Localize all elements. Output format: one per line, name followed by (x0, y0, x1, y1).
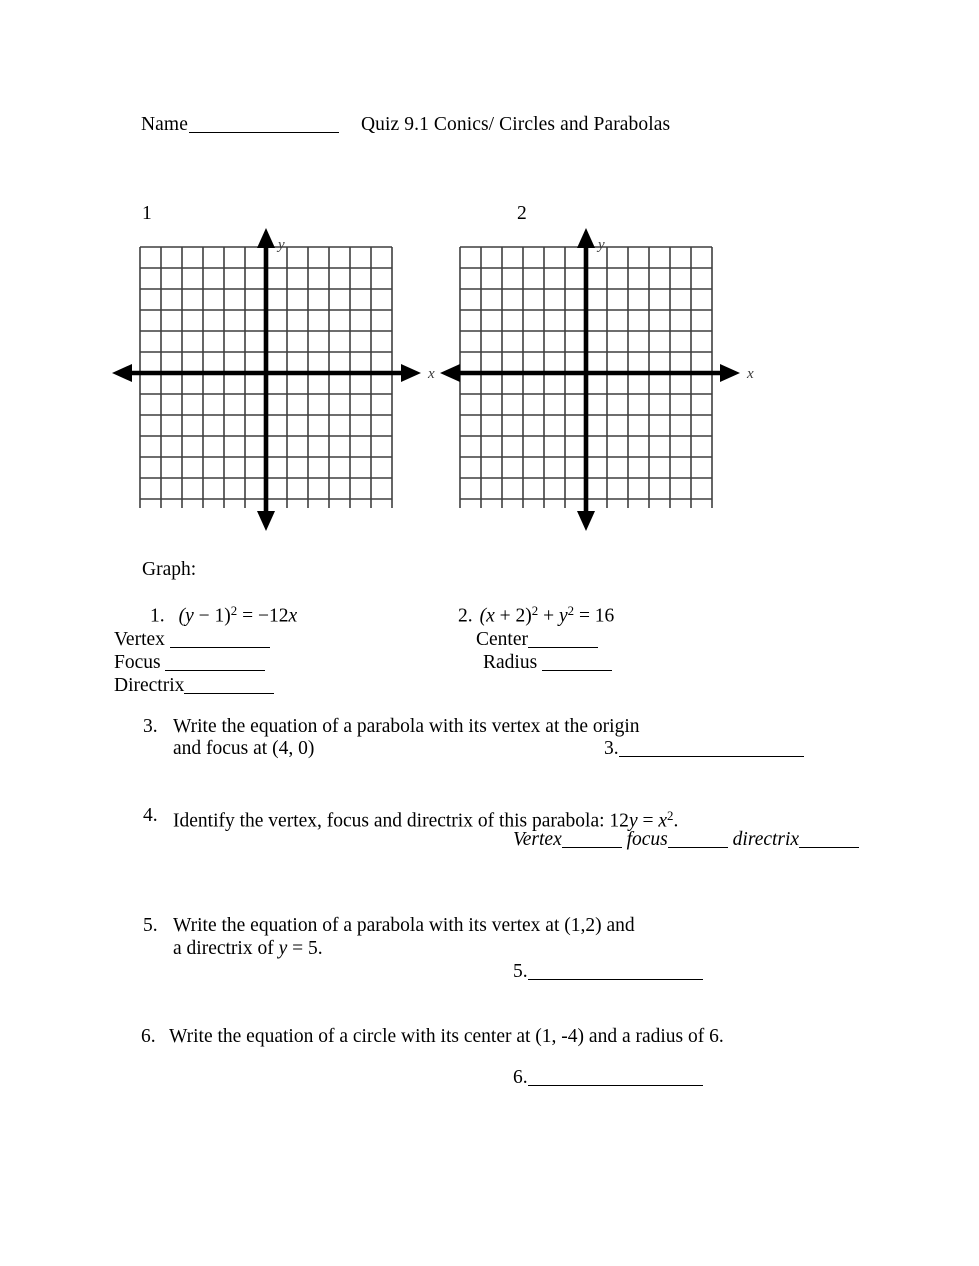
coordinate-grid-1 (108, 225, 448, 535)
problem-1-directrix-row (114, 676, 274, 696)
problem-2-center-label: Center (476, 629, 528, 650)
problem-4-exponent: 2 (667, 809, 674, 823)
problem-6-answer-number: 6. (513, 1067, 528, 1088)
y-axis-2 (577, 228, 595, 531)
problem-4-equals: = (637, 810, 659, 832)
graph-number-1: 1 (142, 203, 152, 224)
problem-3-line2: and focus at (4, 0) (173, 738, 315, 759)
problem-3-answer-number: 3. (604, 738, 619, 759)
problem-1-vertex-label: Vertex (114, 629, 165, 650)
quiz-title: Quiz 9.1 Conics/ Circles and Parabolas (360, 114, 671, 135)
y-axis-label-1: y (278, 237, 285, 253)
problem-5-var-y: y (278, 938, 288, 959)
problem-2-eq-var-y: y (558, 605, 568, 627)
problem-4 (143, 805, 678, 833)
problem-1-vertex-blank[interactable] (170, 647, 270, 648)
problem-2-eq-var-x: x (486, 605, 495, 627)
problem-1-equation (150, 605, 297, 626)
problem-6-answer-row (513, 1068, 703, 1088)
problem-4-line1-text: Identify the vertex, focus and directrix of this parabola: 12 (173, 810, 629, 832)
problem-2-equation (458, 605, 614, 626)
problem-2-eq-equals: = 16 (574, 605, 615, 627)
problem-4-answer-row (513, 830, 859, 850)
problem-4-answer-directrix-label: directrix (732, 829, 800, 850)
problem-5-answer-number: 5. (513, 961, 528, 982)
problem-1-eq-equals: = −12 (237, 605, 289, 627)
problem-4-answer-vertex-label: Vertex (513, 829, 562, 850)
problem-2-eq-plus-two: + 2) (494, 605, 532, 627)
y-axis-1 (257, 228, 275, 531)
problem-2-radius-row (483, 653, 612, 673)
problem-4-period: . (673, 810, 679, 832)
problem-5-line1: Write the equation of a parabola with its vertex at (1,2) and (173, 915, 635, 936)
problem-2-eq-exponent-1: 2 (531, 604, 539, 618)
problem-3 (143, 716, 640, 738)
page-header (141, 114, 670, 136)
problem-3-answer-blank[interactable] (619, 756, 804, 757)
problem-4-var-x: x (658, 810, 667, 832)
problem-4-directrix-blank[interactable] (799, 847, 859, 848)
problem-1-eq-minus-one: − 1) (193, 605, 231, 627)
problem-1-directrix-label: Directrix (114, 675, 185, 696)
problem-1-eq-open: ( (178, 605, 186, 627)
problem-3-answer-row (604, 739, 804, 759)
problem-1-number: 1. (150, 605, 165, 627)
coordinate-grid-2 (440, 225, 780, 535)
x-axis-label-1: x (428, 366, 435, 382)
problem-5-answer-row (513, 962, 703, 982)
y-axis-label-2: y (598, 237, 605, 253)
problem-2-center-blank[interactable] (528, 647, 598, 648)
name-blank-line[interactable] (189, 132, 339, 133)
x-axis-2 (440, 364, 740, 382)
problem-5-line2 (173, 939, 323, 959)
problem-3-number: 3. (143, 716, 158, 737)
problem-6 (141, 1026, 724, 1048)
problem-3-line1: Write the equation of a parabola with its vertex at the origin (173, 716, 640, 737)
problem-1-focus-blank[interactable] (165, 670, 265, 671)
problem-5 (143, 915, 635, 937)
graph-instruction: Graph: (142, 559, 197, 580)
problem-5-line2-tail: = 5. (287, 938, 323, 959)
problem-1-eq-exponent: 2 (230, 604, 238, 618)
problem-2-eq-exponent-2: 2 (567, 604, 575, 618)
problem-1-focus-row (114, 653, 265, 673)
x-axis-label-2: x (747, 366, 754, 382)
problem-2-eq-plus: + (538, 605, 559, 627)
problem-2-center-row (476, 630, 598, 650)
graph-number-2: 2 (517, 203, 527, 224)
problem-4-var-y: y (628, 810, 638, 832)
problem-2-number: 2. (458, 605, 473, 627)
problem-1-vertex-row (114, 630, 270, 650)
problem-5-line2-text: a directrix of (173, 938, 279, 959)
problem-6-answer-blank[interactable] (528, 1085, 703, 1086)
problem-1-focus-label: Focus (114, 652, 161, 673)
problem-5-answer-blank[interactable] (528, 979, 703, 980)
problem-4-focus-blank[interactable] (668, 847, 728, 848)
problem-6-line1: Write the equation of a circle with its center at (1, -4) and a radius of 6. (169, 1026, 724, 1047)
problem-1-eq-var-x: x (288, 605, 298, 627)
name-label: Name (141, 114, 188, 135)
problem-4-answer-focus-label: focus (626, 829, 668, 850)
problem-1-directrix-blank[interactable] (184, 693, 274, 694)
problem-4-number: 4. (143, 805, 158, 826)
problem-1-eq-var-y: y (185, 605, 194, 627)
problem-4-line1 (173, 805, 678, 833)
problem-2-radius-blank[interactable] (542, 670, 612, 671)
problem-4-vertex-blank[interactable] (562, 847, 622, 848)
problem-6-number: 6. (141, 1026, 156, 1047)
problem-2-eq-open: ( (479, 605, 487, 627)
problem-2-radius-label: Radius (483, 652, 538, 673)
problem-5-number: 5. (143, 915, 158, 936)
